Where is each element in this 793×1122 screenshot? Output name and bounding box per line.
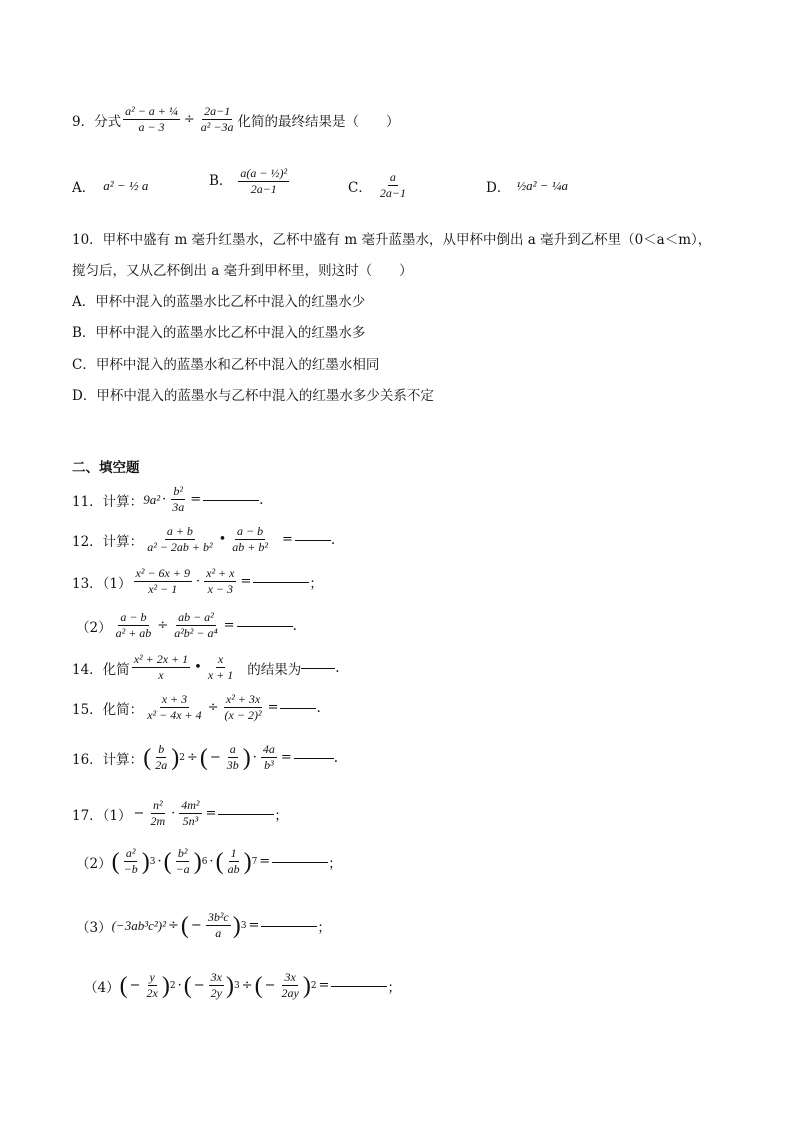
q10-option-d: D．甲杯中混入的蓝墨水与乙杯中混入的红墨水多少关系不定 (72, 388, 434, 404)
answer-blank[interactable] (218, 813, 274, 815)
q10-line-1: 10．甲杯中盛有 m 毫升红墨水，乙杯中盛有 m 毫升蓝墨水，从甲杯中倒出 a 毫升到乙杯里（0＜a＜m）， (72, 232, 712, 248)
q9-suffix: 化简的最终结果是（ ） (237, 113, 400, 130)
answer-blank[interactable] (203, 499, 259, 501)
answer-blank[interactable] (294, 757, 334, 759)
q10-line-2: 搅匀后，又从乙杯倒出 a 毫升到甲杯里，则这时（ ） (72, 263, 413, 279)
section-title: 二、填空题 (72, 460, 140, 476)
q9-option-b: B． $\frac{\text{a(a − ½)²}}{2a-1}$ (209, 160, 291, 197)
answer-blank[interactable] (253, 581, 309, 583)
question-17-3: （3） (−3ab³c²)² ÷ ( − $\frac{\text{3b²c}}{a}$ ) 3 = ； (76, 910, 331, 940)
q10-option-a: A．甲杯中混入的蓝墨水比乙杯中混入的红墨水少 (72, 294, 366, 310)
question-17-2: （2） ( $\frac{\text{a²}}{-b}$ ) 3 · ( $\frac{\text{b²}}{-a}$ ) 6 · ( $\frac{1}{ab}$ ) 7 = ； (76, 846, 342, 876)
q9-fraction-2: $\frac{2a-1}{\text{a² −3a}}$ (200, 104, 234, 134)
q9-number: 9． (72, 113, 95, 130)
question-12: 12．计算： $\frac{a + b}{\text{a² − 2ab + b²}}$ • $\frac{a - b}{\text{ab + b²}}$ = . (72, 524, 336, 554)
q10-option-c: C．甲杯中混入的蓝墨水和乙杯中混入的红墨水相同 (72, 357, 380, 373)
q9-option-c: C． $\frac{a}{2a-1}$ (348, 170, 406, 200)
q9-divide: ÷ (183, 112, 195, 127)
q9-prefix: 分式 (94, 113, 122, 130)
question-17-4: （4） ( − $\frac{y}{2x}$ ) 2 · ( − $\frac{3x}{2y}$ ) 3 ÷ ( − $\frac{3x}{2ay}$ ) 2 = ； (84, 970, 401, 1000)
question-13-2: （2） $\frac{a - b}{\text{a² + ab}}$ ÷ $\frac{\text{ab − a²}}{\text{a²b² − a⁴}}$ = . (76, 610, 297, 640)
answer-blank[interactable] (295, 539, 331, 541)
answer-blank[interactable] (272, 861, 328, 863)
answer-blank[interactable] (261, 925, 317, 927)
q10-option-b: B．甲杯中混入的蓝墨水比乙杯中混入的红墨水多 (72, 325, 366, 341)
question-16: 16．计算： ( $\frac{b}{2a}$ ) 2 ÷ ( − $\frac{a}{3b}$ ) · $\frac{4a}{\text{b³}}$ = . (72, 742, 339, 772)
question-13-1: 13．（1） $\frac{\text{x² − 6x + 9}}{\text{x² − 1}}$ · $\frac{\text{x² + x}}{x - 3}$ = ； (72, 566, 323, 596)
answer-blank[interactable] (301, 667, 335, 669)
question-9 (72, 104, 400, 135)
question-15: 15．化简： $\frac{x + 3}{\text{x² − 4x + 4}}$ ÷ $\frac{\text{x² + 3x}}{\text{(x − 2)²}}$ = . (72, 692, 321, 722)
answer-blank[interactable] (237, 625, 293, 627)
q9-option-a: A． a² − ½ a (72, 178, 149, 196)
q9-fraction-1: $\frac{\text{a² − a + ¼}}{a - 3}$ (125, 104, 178, 134)
question-11: 11．计算： 9a² · $\frac{\text{b²}}{3a}$ = . (72, 484, 264, 514)
question-14: 14．化简 $\frac{\text{x² + 2x + 1}}{x}$ • $\frac{x}{x + 1}$ 的结果为 . (72, 652, 340, 682)
question-17-1: 17．（1） − $\frac{\text{n²}}{2m}$ · $\frac{\text{4m²}}{\text{5n³}}$ = ； (72, 798, 288, 828)
answer-blank[interactable] (331, 985, 387, 987)
answer-blank[interactable] (280, 707, 316, 709)
q9-option-d: D． ½a² − ¼a (486, 178, 568, 196)
